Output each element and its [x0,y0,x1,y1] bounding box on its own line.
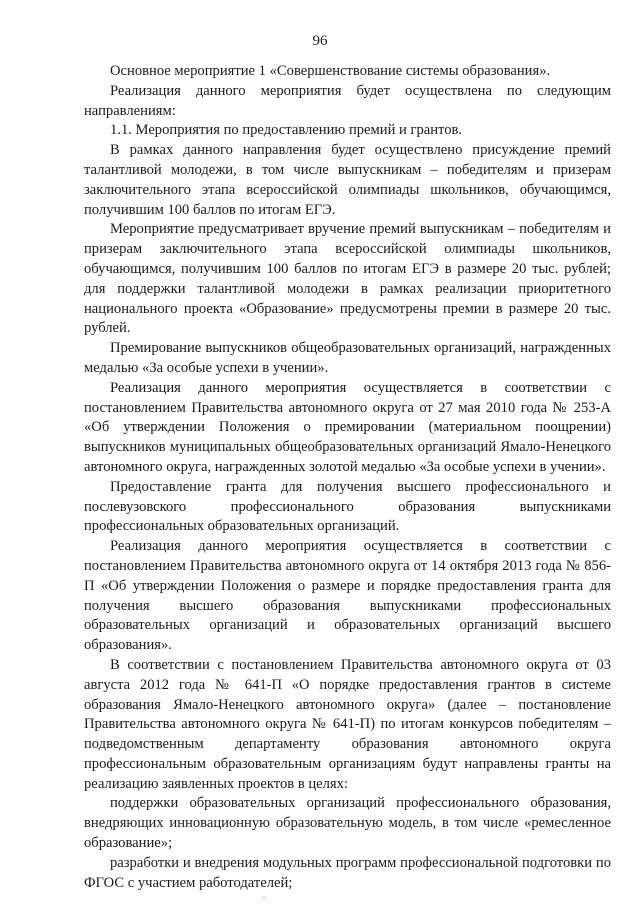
paragraph-directions-intro: Реализация данного мероприятия будет осуществлена по следующим направлениям: [84,82,611,119]
paragraph-resolution-253a: Реализация данного мероприятия осуществляется в соответствии с постановлением Правительства автономного округа от 27 мая 2010 года № 253-А «Об утверждении Положения о премировании (материальном поощрении) выпускников муниципальных общеобразовательных организаций Ямало-Ненецкого автономного округа, награжденных золотой медалью «За особые успехи в учении». [84,379,611,475]
paragraph-modular-programs: разработки и внедрения модульных программ профессиональной подготовки по ФГОС с участием работодателей; [84,854,611,891]
paragraph-medal-graduates: Премирование выпускников общеобразовательных организаций, награжденных медалью «За особые успехи в учении». [84,340,611,376]
page-number: 96 [312,33,328,49]
paragraph-resolution-641p: В соответствии с постановлением Правительства автономного округа от 03 августа 2012 года № 641-П «О порядке предоставления грантов в системе образования Ямало-Ненецкого автономного округа» (далее – постановление Правительства автономного округа № 641-П) по итогам конкурсов победителям – подведомственным департаменту образования автономного округа профессиональным образовательным организациям будут направлены гранты на реализацию заявленных проектов в целях: [84,656,611,792]
paragraph-resolution-856p: Реализация данного мероприятия осуществляется в соответствии с постановлением Правительства автономного округа от 14 октября 2013 года № 856-П «Об утверждении Положения о размере и порядке предоставления гранта для получения высшего образования выпускниками профессиональных образовательных организаций и образовательных организаций высшего образования». [84,538,611,654]
paragraph-awards-amount: Мероприятие предусматривает вручение премий выпускникам – победителям и призерам заключительного этапа всероссийской олимпиады школьников, обучающимся, получившим 100 баллов по итогам ЕГЭ в размере 20 тыс. рублей; для поддержки талантливой молодежи в рамках реализации приоритетного национального проекта «Образование» предусмотрены премии в размере 20 тыс. рублей. [84,221,611,337]
scan-speck [263,897,265,898]
paragraph-grant-higher-education: Предоставление гранта для получения высшего профессионального и послевузовского профессионального образования выпускниками профессиональных образовательных организаций. [84,478,611,535]
paragraph-awards-talented-youth: В рамках данного направления будет осуществлено присуждение премий талантливой молодежи, в том числе выпускникам – победителям и призерам заключительного этапа всероссийской олимпиады школьников, обучающимся, получившим 100 баллов по итогам ЕГЭ. [84,142,611,218]
paragraph-section-1-1-heading: 1.1. Мероприятия по предоставлению премий и грантов. [110,122,463,139]
paragraph-main-activity-title: Основное мероприятие 1 «Совершенствование системы образования». [110,63,551,79]
document-body [84,62,611,893]
paragraph-support-innovative-model: поддержки образовательных организаций профессионального образования, внедряющих инновационную образовательную модель, в том числе «ремесленное образование»; [84,795,611,852]
